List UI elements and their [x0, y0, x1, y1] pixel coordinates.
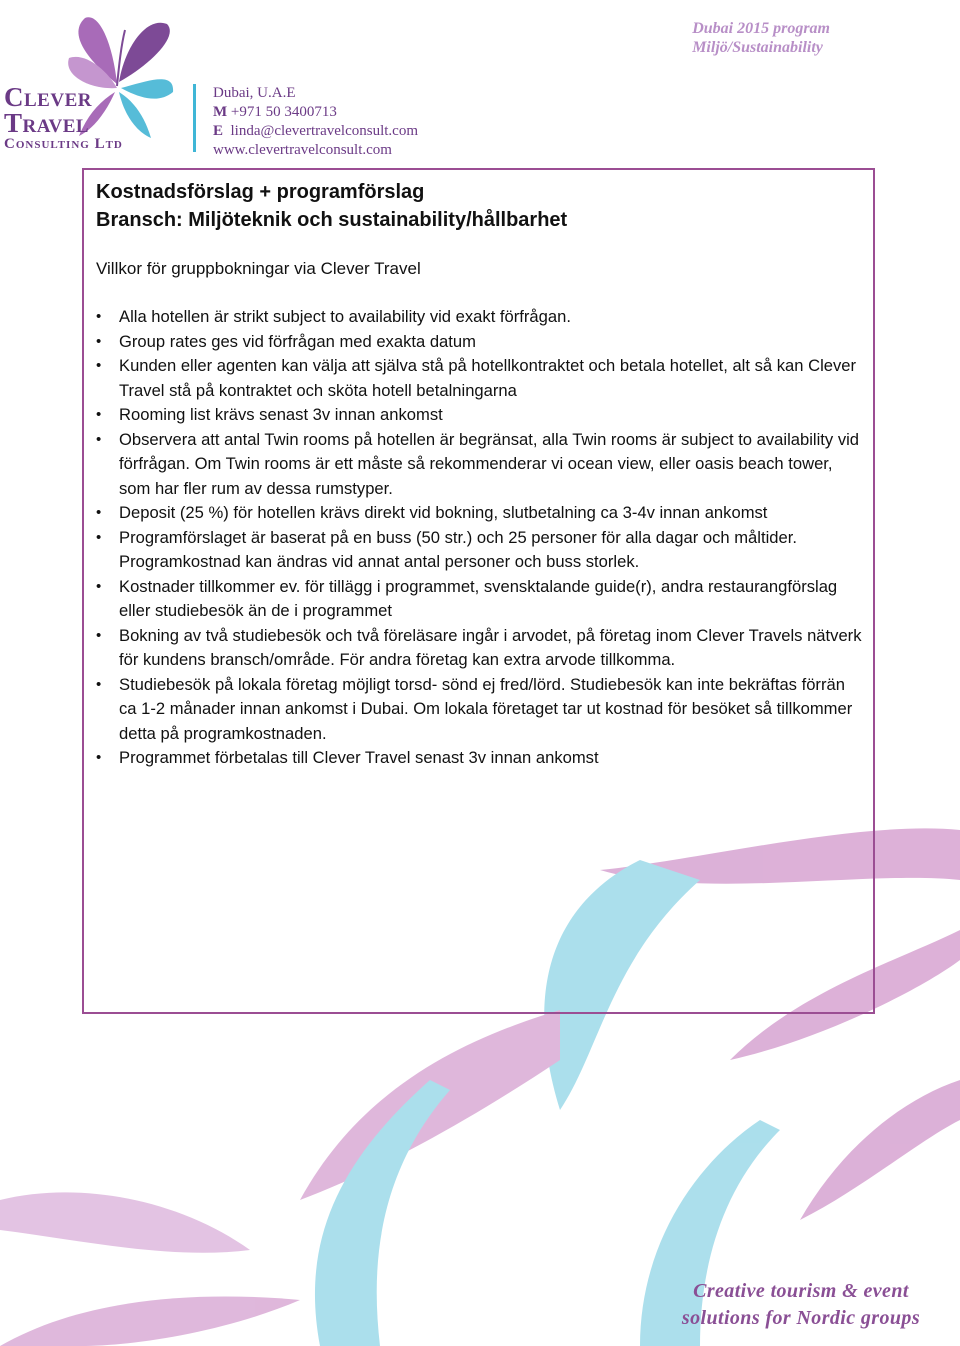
tagline-line-1: Creative tourism & event — [693, 1280, 909, 1302]
list-item: • Observera att antal Twin rooms på hotellen är begränsat, alla Twin rooms är subject to availability vid förfrågan. Om Twin rooms är ett måste så rekommenderar vi ocean view, eller oasis beach tower, som har fler rum av dessa rumstyper. — [96, 428, 866, 502]
phone-label: M — [213, 104, 228, 120]
list-item: • Group rates ges vid förfrågan med exakta datum — [96, 330, 866, 355]
footer-tagline — [682, 1278, 920, 1332]
brand-line-3: Consulting Ltd — [4, 136, 123, 152]
list-item: • Programförslaget är baserat på en buss (50 str.) och 25 personer för alla dagar och måltider. Programkostnad kan ändras vid annat antal personer och buss storlek. — [96, 526, 866, 575]
contact-phone-row — [213, 103, 418, 122]
list-item: • Rooming list krävs senast 3v innan ankomst — [96, 403, 866, 428]
list-item: • Bokning av två studiebesök och två föreläsare ingår i arvodet, på företag inom Clever Travels nätverk för kundens bransch/område. För andra företag kan extra arvode tillkomma. — [96, 624, 866, 673]
list-item: • Programmet förbetalas till Clever Travel senast 3v innan ankomst — [96, 746, 866, 771]
contact-email-row — [213, 122, 418, 141]
tagline-line-2: solutions for Nordic groups — [681, 1307, 920, 1329]
brand-line-2: Travel — [4, 108, 90, 138]
list-item: • Studiebesök på lokala företag möjligt torsd- sönd ej fred/lörd. Studiebesök kan inte bekräftas förrän ca 1-2 månader innan ankomst i Dubai. Om lokala företaget tar ut kostnad för besöket så tillkommer detta på programkostnaden. — [96, 673, 866, 747]
heading-line-1: Kostnadsförslag + programförslag — [96, 181, 425, 203]
list-item: • Deposit (25 %) för hotellen krävs direkt vid bokning, slutbetalning ca 3-4v innan ankomst — [96, 501, 866, 526]
company-brand-name — [4, 84, 123, 152]
email-label: E — [213, 123, 224, 139]
header-divider — [193, 84, 196, 152]
conditions-subheading: Villkor för gruppbokningar via Clever Travel — [96, 259, 421, 278]
program-title — [692, 19, 830, 57]
program-title-line-1: Dubai 2015 program — [692, 20, 830, 37]
contact-phone[interactable]: +971 50 3400713 — [230, 104, 337, 120]
petal-pink-left — [0, 1192, 250, 1252]
document-heading — [96, 178, 567, 234]
contact-location: Dubai, U.A.E — [213, 85, 296, 101]
contact-block — [213, 84, 418, 160]
petal-pink-bottom — [0, 1296, 300, 1346]
list-item: • Kunden eller agenten kan välja att själva stå på hotellkontraktet och betala hotellet, alt så kan Clever Travel stå på kontraktet och sköta hotell betalningarna — [96, 354, 866, 403]
brand-line-1: Clever — [4, 82, 92, 112]
petal-pink-lower-right — [800, 1080, 960, 1220]
contact-email-link[interactable]: linda@clevertravelconsult.com — [230, 123, 419, 139]
heading-line-2: Bransch: Miljöteknik och sustainability/hållbarhet — [96, 209, 568, 231]
program-title-line-2: Miljö/Sustainability — [692, 39, 823, 56]
list-item: • Kostnader tillkommer ev. för tillägg i programmet, svensktalande guide(r), andra restaurangförslag eller studiebesök än de i programmet — [96, 575, 866, 624]
conditions-list — [96, 305, 866, 771]
list-item: • Alla hotellen är strikt subject to availability vid exakt förfrågan. — [96, 305, 866, 330]
contact-website-link[interactable]: www.clevertravelconsult.com — [213, 142, 392, 158]
